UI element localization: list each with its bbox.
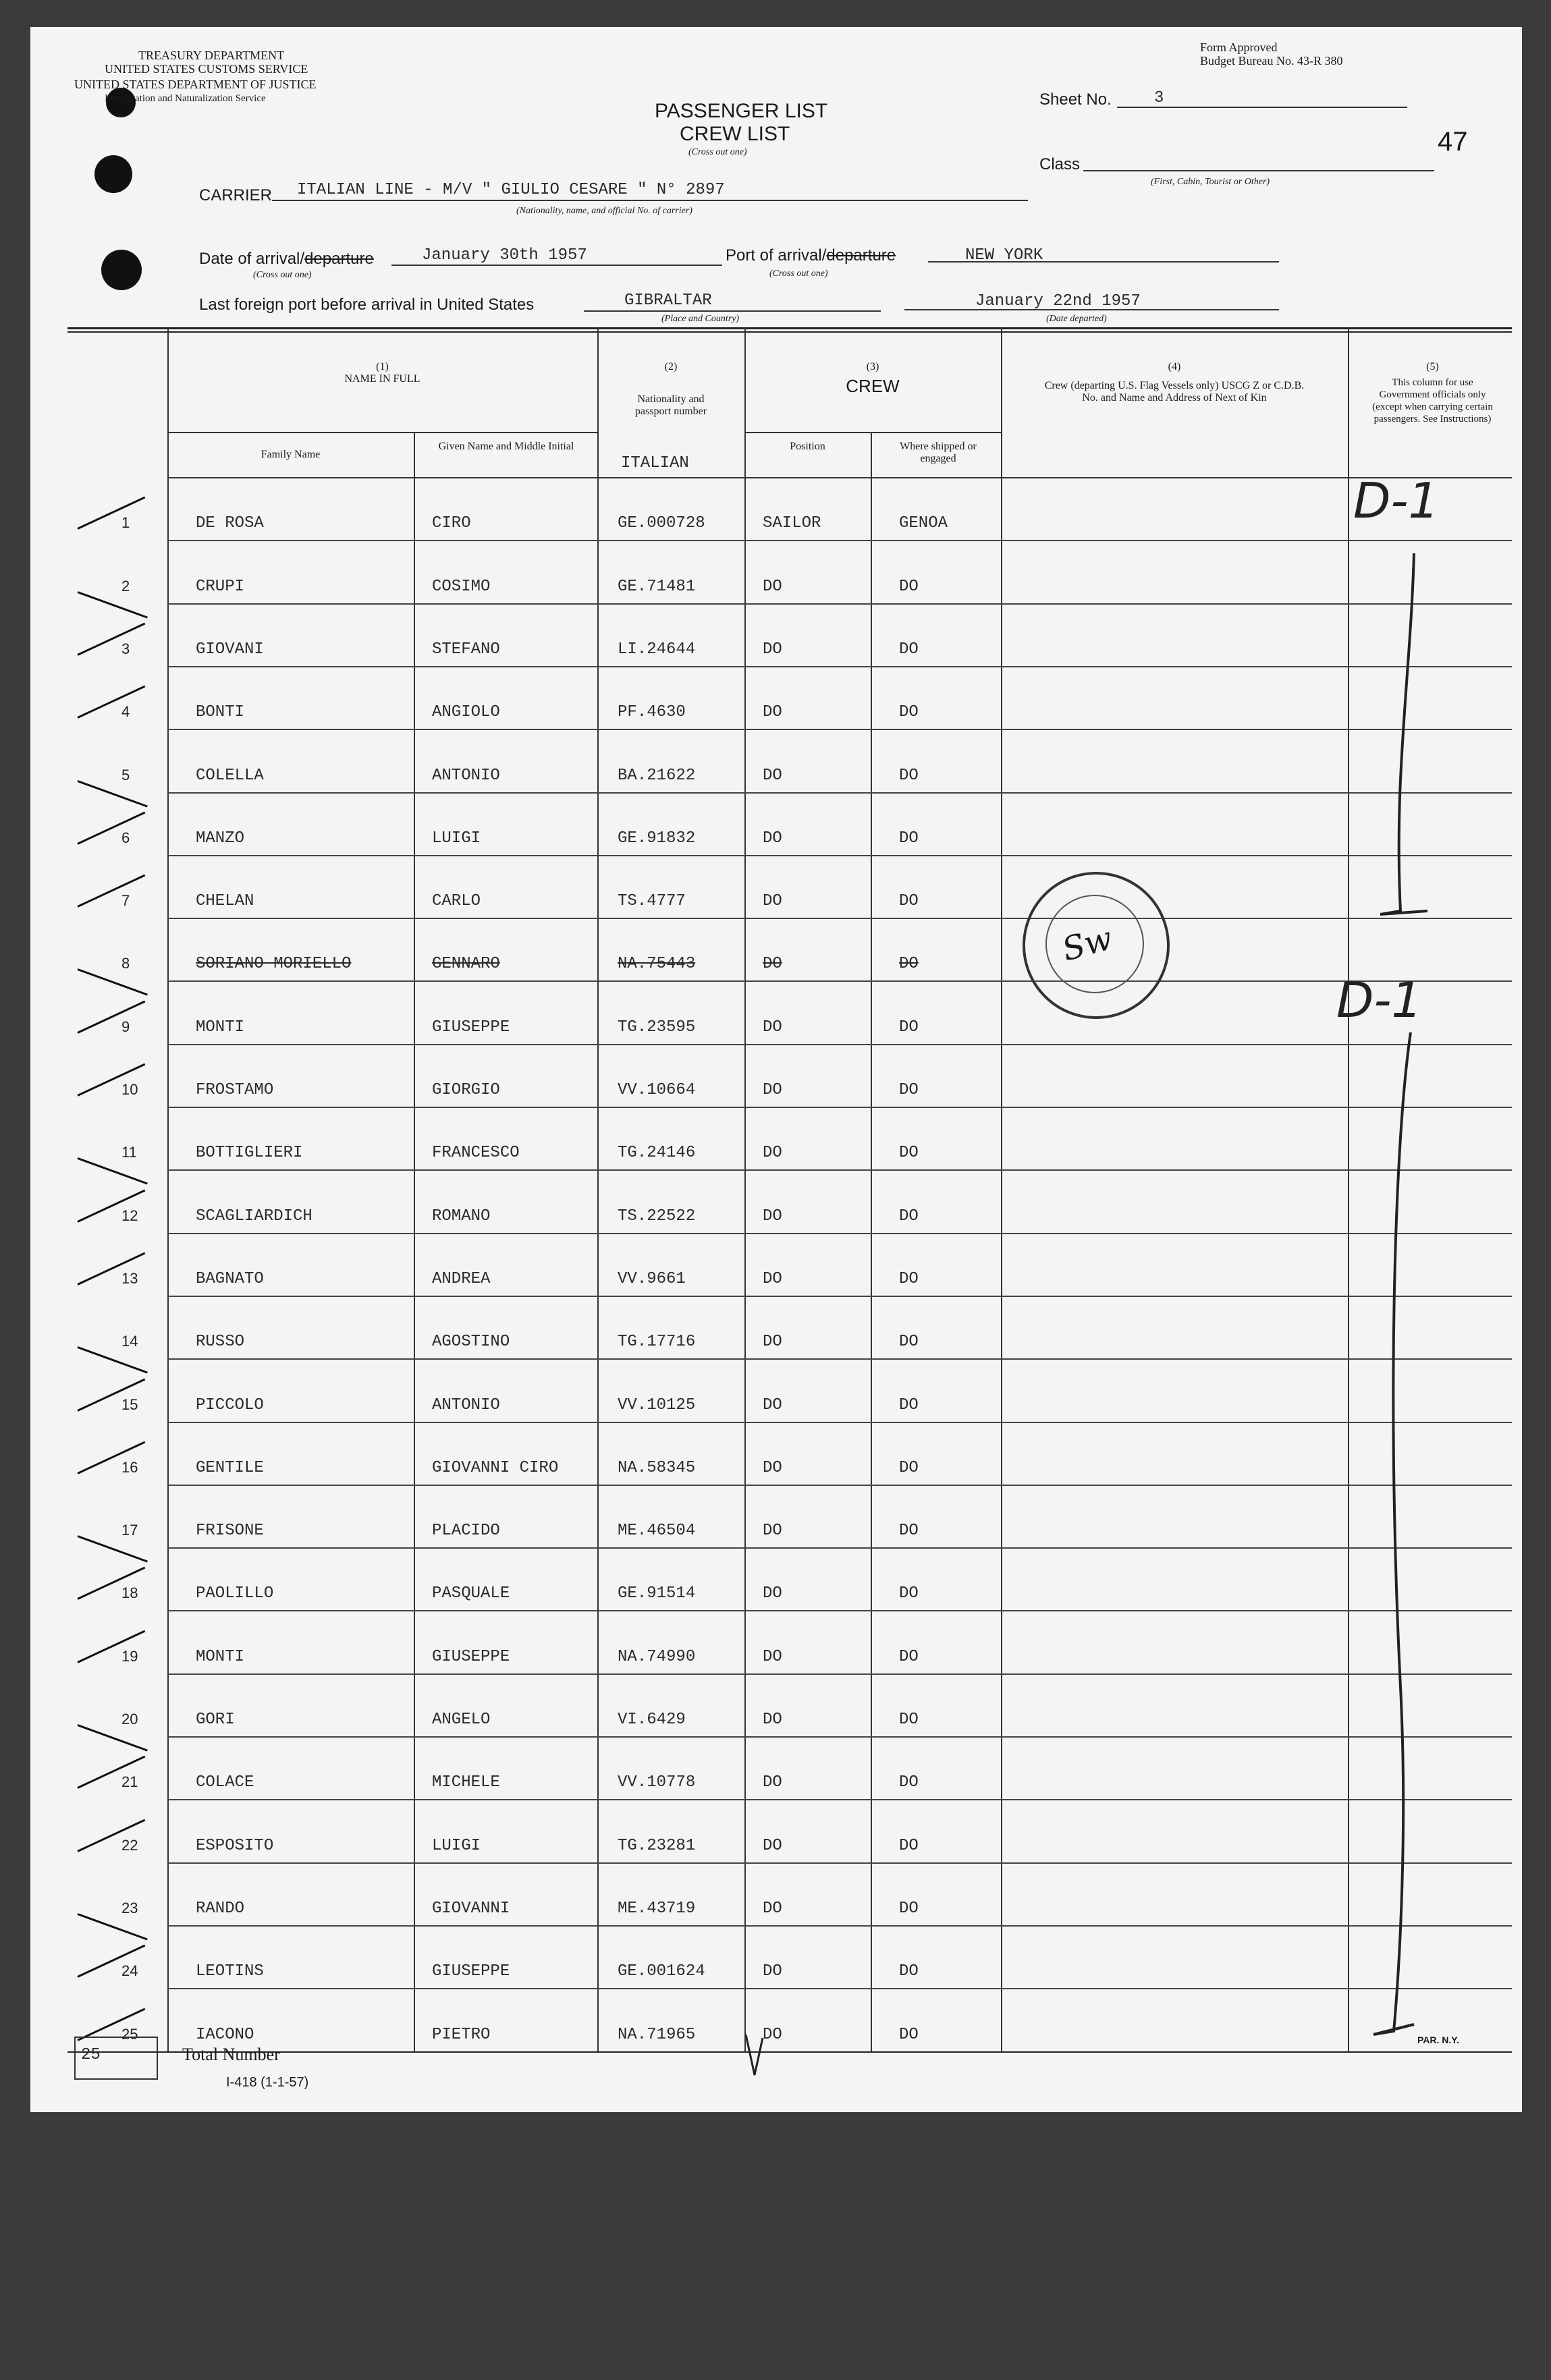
- position-header: Position: [790, 441, 825, 452]
- row-rule: [167, 1107, 1512, 1108]
- cell-position: DO: [763, 1773, 782, 1792]
- cell-passport: VV.9661: [618, 1269, 686, 1288]
- date-label: [199, 250, 374, 269]
- col5-number: (5): [1426, 361, 1439, 372]
- cell-position: DO: [763, 640, 782, 659]
- cell-given: LUIGI: [432, 1836, 481, 1855]
- nationality-value: ITALIAN: [621, 454, 689, 472]
- cell-where: DO: [899, 1018, 919, 1036]
- col5-title: This column for use Government officials only (except when carrying certain passengers. See Instructions): [1372, 377, 1493, 424]
- cell-passport: TG.23281: [618, 1836, 696, 1855]
- crew-table: [67, 327, 1512, 2051]
- cell-given: AGOSTINO: [432, 1333, 510, 1352]
- cell-family: GORI: [196, 1711, 235, 1729]
- row-rule: [167, 1610, 1512, 1611]
- cell-given: MICHELE: [432, 1773, 500, 1792]
- cell-given: ROMANO: [432, 1207, 491, 1225]
- budget-bureau: Budget Bureau No. 43-R 380: [1200, 54, 1343, 67]
- cell-where: GENOA: [899, 514, 948, 533]
- cell-given: ANGIOLO: [432, 703, 500, 722]
- cell-family: RANDO: [196, 1899, 245, 1918]
- cell-passport: BA.21622: [618, 766, 696, 785]
- cell-position: DO: [763, 1647, 782, 1666]
- col4-number: (4): [1168, 361, 1181, 372]
- last-port-value: GIBRALTAR: [624, 292, 712, 310]
- row-number: 15: [121, 1395, 138, 1413]
- check-tick: [77, 1913, 147, 1940]
- row-rule: [167, 1296, 1512, 1297]
- row-number: 21: [121, 1773, 138, 1791]
- cell-where: DO: [899, 766, 919, 785]
- class-note: (First, Cabin, Tourist or Other): [1151, 177, 1270, 187]
- cell-family: SORIANO MORIELLO: [196, 955, 352, 974]
- cell-position: DO: [763, 1207, 782, 1225]
- check-tick: [77, 591, 147, 618]
- row-rule: [167, 1799, 1512, 1800]
- check-tick: [77, 968, 147, 995]
- cell-family: GENTILE: [196, 1458, 264, 1477]
- page-number: 47: [1438, 127, 1468, 157]
- cell-where: DO: [899, 1647, 919, 1666]
- col4-header: [1012, 361, 1336, 404]
- handwritten-d1-second: D-1: [1336, 972, 1423, 1028]
- check-tick: [77, 1535, 147, 1562]
- check-tick: [77, 623, 145, 656]
- date-label-prefix: Date of arrival/: [199, 250, 305, 268]
- cell-where: DO: [899, 2025, 919, 2044]
- port-label: [726, 246, 896, 265]
- total-label: Total Number: [182, 2045, 280, 2064]
- cell-where: DO: [899, 1081, 919, 1099]
- row-rule: [167, 792, 1512, 794]
- cell-given: ANTONIO: [432, 766, 500, 785]
- col3-title: CREW: [846, 376, 900, 396]
- cell-position: DO: [763, 1018, 782, 1036]
- cell-position: DO: [763, 1395, 782, 1414]
- date-note: (Cross out one): [253, 270, 312, 280]
- row-rule: [167, 1547, 1512, 1549]
- cell-where: DO: [899, 1962, 919, 1981]
- cell-family: FRISONE: [196, 1522, 264, 1541]
- row-number: 14: [121, 1333, 138, 1350]
- cell-where: DO: [899, 1333, 919, 1352]
- row-number: 8: [121, 955, 130, 972]
- cell-family: ESPOSITO: [196, 1836, 274, 1855]
- col2-title: Nationality and passport number: [634, 393, 707, 417]
- cell-position: DO: [763, 955, 782, 974]
- row-number: 20: [121, 1711, 138, 1727]
- port-label-struck: departure: [826, 246, 896, 265]
- cell-passport: TG.17716: [618, 1333, 696, 1352]
- col5-header: [1353, 361, 1512, 425]
- cell-position: DO: [763, 1458, 782, 1477]
- cell-family: BAGNATO: [196, 1269, 264, 1288]
- check-tick: [77, 1724, 147, 1751]
- title-crew-list: CREW LIST: [680, 123, 790, 145]
- row-rule: [167, 1233, 1512, 1234]
- printer-mark: PAR. N.Y.: [1417, 2035, 1459, 2045]
- title-passenger-list: PASSENGER LIST: [655, 100, 828, 122]
- cell-given: GIUSEPPE: [432, 1647, 510, 1666]
- table-top-rule: [67, 327, 1512, 329]
- cell-given: ANDREA: [432, 1269, 491, 1288]
- check-mark: [742, 2031, 769, 2078]
- row-number: 7: [121, 892, 130, 910]
- cell-where: DO: [899, 1711, 919, 1729]
- col4-title: Crew (departing U.S. Flag Vessels only) USCG Z or C.D.B. No. and Name and Address of Next of Kin: [1044, 380, 1305, 404]
- cell-given: ANGELO: [432, 1711, 491, 1729]
- date-value: January 30th 1957: [422, 246, 587, 265]
- family-name-header: Family Name: [261, 449, 321, 460]
- row-rule: [167, 1988, 1512, 1989]
- cell-given: GIUSEPPE: [432, 1962, 510, 1981]
- cell-where: DO: [899, 1458, 919, 1477]
- cell-family: PICCOLO: [196, 1395, 264, 1414]
- date-underline: [391, 265, 722, 266]
- cell-where: DO: [899, 1522, 919, 1541]
- col-divider: [1001, 327, 1002, 2051]
- cell-given: GIOVANNI: [432, 1899, 510, 1918]
- cell-passport: GE.91832: [618, 829, 696, 848]
- col-divider: [597, 327, 599, 2051]
- cell-given: CIRO: [432, 514, 471, 533]
- class-underline: [1083, 170, 1434, 171]
- row-rule: [167, 1044, 1512, 1045]
- check-tick: [77, 811, 145, 844]
- cell-position: DO: [763, 2025, 782, 2044]
- handwritten-d1-first: D-1: [1353, 472, 1440, 529]
- table-top-rule-2: [67, 331, 1512, 333]
- cell-position: DO: [763, 829, 782, 848]
- row-number: 13: [121, 1269, 138, 1287]
- row-number: 5: [121, 766, 130, 783]
- cell-position: DO: [763, 1836, 782, 1855]
- cell-given: ANTONIO: [432, 1395, 500, 1414]
- cell-family: CHELAN: [196, 892, 254, 911]
- cell-family: RUSSO: [196, 1333, 245, 1352]
- row-rule: [167, 1736, 1512, 1738]
- check-tick: [77, 1157, 147, 1184]
- port-value: NEW YORK: [965, 246, 1043, 265]
- carrier-label: CARRIER: [199, 186, 273, 204]
- cell-passport: NA.58345: [618, 1458, 696, 1477]
- cell-family: MONTI: [196, 1647, 245, 1666]
- row-rule: [167, 729, 1512, 730]
- row-rule: [167, 918, 1512, 919]
- cell-family: DE ROSA: [196, 514, 264, 533]
- row-number: 9: [121, 1018, 130, 1035]
- cell-where: DO: [899, 955, 919, 974]
- cell-family: MONTI: [196, 1018, 245, 1036]
- dept-line-4: Immigration and Naturalization Service: [105, 93, 266, 104]
- row-rule: [167, 980, 1512, 982]
- cell-passport: TS.4777: [618, 892, 686, 911]
- cell-position: DO: [763, 703, 782, 722]
- cell-passport: VV.10778: [618, 1773, 696, 1792]
- check-tick: [77, 1000, 145, 1033]
- col-divider: [167, 327, 169, 2051]
- date-departed-note: (Date departed): [1046, 314, 1107, 324]
- cell-passport: VV.10125: [618, 1395, 696, 1414]
- cell-where: DO: [899, 703, 919, 722]
- row-number: 16: [121, 1458, 138, 1476]
- cell-where: DO: [899, 892, 919, 911]
- check-tick: [77, 780, 147, 807]
- last-port-note: (Place and Country): [661, 314, 740, 324]
- cell-position: DO: [763, 1269, 782, 1288]
- table-bottom-rule: [67, 2051, 1512, 2053]
- cell-where: DO: [899, 1899, 919, 1918]
- cell-where: DO: [899, 1584, 919, 1603]
- cell-family: BONTI: [196, 703, 245, 722]
- cell-family: FROSTAMO: [196, 1081, 274, 1099]
- cell-given: PASQUALE: [432, 1584, 510, 1603]
- cell-family: CRUPI: [196, 577, 245, 596]
- cell-family: SCAGLIARDICH: [196, 1207, 312, 1225]
- cell-passport: ME.43719: [618, 1899, 696, 1918]
- form-code: I-418 (1-1-57): [226, 2075, 309, 2090]
- row-number: 1: [121, 514, 130, 532]
- carrier-value: ITALIAN LINE - M/V " GIULIO CESARE " N° 2897: [297, 181, 725, 199]
- row-number: 22: [121, 1836, 138, 1854]
- cell-where: DO: [899, 1395, 919, 1414]
- cell-family: BOTTIGLIERI: [196, 1144, 303, 1163]
- cell-where: DO: [899, 1836, 919, 1855]
- col-divider: [1348, 327, 1349, 2051]
- last-port-underline: [584, 310, 881, 312]
- row-rule: [167, 666, 1512, 667]
- col-divider: [744, 327, 746, 2051]
- col1-header: [167, 361, 597, 385]
- row-rule: [167, 1422, 1512, 1423]
- cell-where: DO: [899, 577, 919, 596]
- cell-given: PIETRO: [432, 2025, 491, 2044]
- col2-header: [597, 361, 744, 418]
- row-number: 17: [121, 1522, 138, 1539]
- cell-position: DO: [763, 1711, 782, 1729]
- cell-position: DO: [763, 577, 782, 596]
- cell-passport: NA.75443: [618, 955, 696, 974]
- cell-family: IACONO: [196, 2025, 254, 2044]
- cell-passport: NA.71965: [618, 2025, 696, 2044]
- cell-passport: GE.000728: [618, 514, 705, 533]
- cell-given: PLACIDO: [432, 1522, 500, 1541]
- total-box: [74, 2037, 158, 2080]
- header-rule: [167, 432, 597, 433]
- cell-given: STEFANO: [432, 640, 500, 659]
- cell-position: SAILOR: [763, 514, 821, 533]
- cell-given: COSIMO: [432, 577, 491, 596]
- cell-family: COLACE: [196, 1773, 254, 1792]
- cell-position: DO: [763, 1899, 782, 1918]
- cell-family: MANZO: [196, 829, 245, 848]
- row-number: 11: [121, 1144, 137, 1161]
- col1-title: NAME IN FULL: [344, 373, 420, 385]
- form-approved: Form Approved: [1200, 40, 1278, 54]
- row-number: 25: [121, 2025, 138, 2043]
- cell-family: PAOLILLO: [196, 1584, 274, 1603]
- punch-hole: [94, 155, 132, 193]
- cell-passport: NA.74990: [618, 1647, 696, 1666]
- row-number: 2: [121, 577, 130, 594]
- stamp-signature: Sw: [1058, 919, 1116, 969]
- port-note: (Cross out one): [769, 269, 828, 279]
- col2-number: (2): [664, 361, 678, 372]
- row-number: 23: [121, 1899, 138, 1916]
- cell-family: COLELLA: [196, 766, 264, 785]
- cell-passport: LI.24644: [618, 640, 696, 659]
- row-rule: [167, 855, 1512, 856]
- row-rule: [167, 1925, 1512, 1927]
- class-label: Class: [1039, 155, 1081, 173]
- given-name-header: Given Name and Middle Initial: [438, 441, 574, 452]
- col1-number: (1): [376, 361, 389, 372]
- consulate-stamp: [1023, 872, 1170, 1019]
- col3-number: (3): [866, 361, 879, 372]
- cell-passport: VI.6429: [618, 1711, 686, 1729]
- row-number: 4: [121, 703, 130, 721]
- row-rule: [167, 603, 1512, 605]
- where-header: Where shipped or engaged: [900, 441, 977, 464]
- cell-where: DO: [899, 640, 919, 659]
- row-number: 24: [121, 1962, 138, 1980]
- cell-passport: PF.4630: [618, 703, 686, 722]
- cell-where: DO: [899, 1144, 919, 1163]
- row-number: 12: [121, 1207, 138, 1224]
- cell-given: GIOVANNI CIRO: [432, 1458, 559, 1477]
- row-rule: [167, 540, 1512, 541]
- cell-passport: GE.001624: [618, 1962, 705, 1981]
- row-number: 6: [121, 829, 130, 846]
- row-rule: [167, 1673, 1512, 1675]
- cell-passport: TS.22522: [618, 1207, 696, 1225]
- carrier-underline: [272, 200, 1028, 201]
- dept-line-2: UNITED STATES CUSTOMS SERVICE: [105, 62, 308, 76]
- cell-passport: VV.10664: [618, 1081, 696, 1099]
- cell-position: DO: [763, 1144, 782, 1163]
- header-bottom-rule: [167, 477, 1512, 478]
- punch-hole: [101, 250, 142, 290]
- cell-where: DO: [899, 829, 919, 848]
- cell-passport: ME.46504: [618, 1522, 696, 1541]
- sheet-label: Sheet No.: [1039, 90, 1112, 109]
- dept-line-3: UNITED STATES DEPARTMENT OF JUSTICE: [74, 78, 317, 91]
- check-tick: [77, 497, 145, 530]
- cell-given: FRANCESCO: [432, 1144, 520, 1163]
- row-rule: [167, 1358, 1512, 1360]
- last-port-label: Last foreign port before arrival in United States: [199, 296, 535, 314]
- cell-where: DO: [899, 1269, 919, 1288]
- check-tick: [77, 686, 145, 719]
- cell-passport: TG.23595: [618, 1018, 696, 1036]
- cell-given: CARLO: [432, 892, 481, 911]
- row-number: 19: [121, 1647, 138, 1665]
- carrier-note: (Nationality, name, and official No. of carrier): [516, 206, 692, 216]
- col3-header: [744, 361, 1001, 396]
- cell-position: DO: [763, 1962, 782, 1981]
- check-tick: [77, 875, 145, 908]
- cell-position: DO: [763, 1333, 782, 1352]
- date-label-struck: departure: [304, 250, 374, 268]
- cell-position: DO: [763, 766, 782, 785]
- cell-family: LEOTINS: [196, 1962, 264, 1981]
- row-number: 10: [121, 1081, 138, 1098]
- row-number: 18: [121, 1584, 138, 1602]
- row-rule: [167, 1862, 1512, 1864]
- port-label-prefix: Port of arrival/: [726, 246, 827, 265]
- form-sheet: [30, 27, 1522, 2112]
- col-divider: [871, 432, 872, 2051]
- check-tick: [77, 1346, 147, 1373]
- row-number: 3: [121, 640, 130, 657]
- sheet-value: 3: [1154, 89, 1164, 107]
- cell-given: GENNARO: [432, 955, 500, 974]
- row-rule: [167, 1169, 1512, 1171]
- cell-given: LUIGI: [432, 829, 481, 848]
- col-divider: [414, 432, 415, 2051]
- dept-line-1: TREASURY DEPARTMENT: [138, 49, 285, 62]
- cell-where: DO: [899, 1207, 919, 1225]
- total-count: 25: [81, 2046, 101, 2064]
- cell-passport: TG.24146: [618, 1144, 696, 1163]
- cell-position: DO: [763, 892, 782, 911]
- cell-family: GIOVANI: [196, 640, 264, 659]
- cell-given: GIUSEPPE: [432, 1018, 510, 1036]
- cell-passport: GE.91514: [618, 1584, 696, 1603]
- header-rule: [744, 432, 1001, 433]
- handwritten-bracket-lines: [1353, 540, 1434, 2058]
- cell-passport: GE.71481: [618, 577, 696, 596]
- cell-given: GIORGIO: [432, 1081, 500, 1099]
- row-rule: [167, 1485, 1512, 1486]
- cell-position: DO: [763, 1522, 782, 1541]
- cell-position: DO: [763, 1081, 782, 1099]
- cell-position: DO: [763, 1584, 782, 1603]
- cell-where: DO: [899, 1773, 919, 1792]
- title-note: (Cross out one): [688, 147, 747, 157]
- date-departed-value: January 22nd 1957: [975, 292, 1141, 310]
